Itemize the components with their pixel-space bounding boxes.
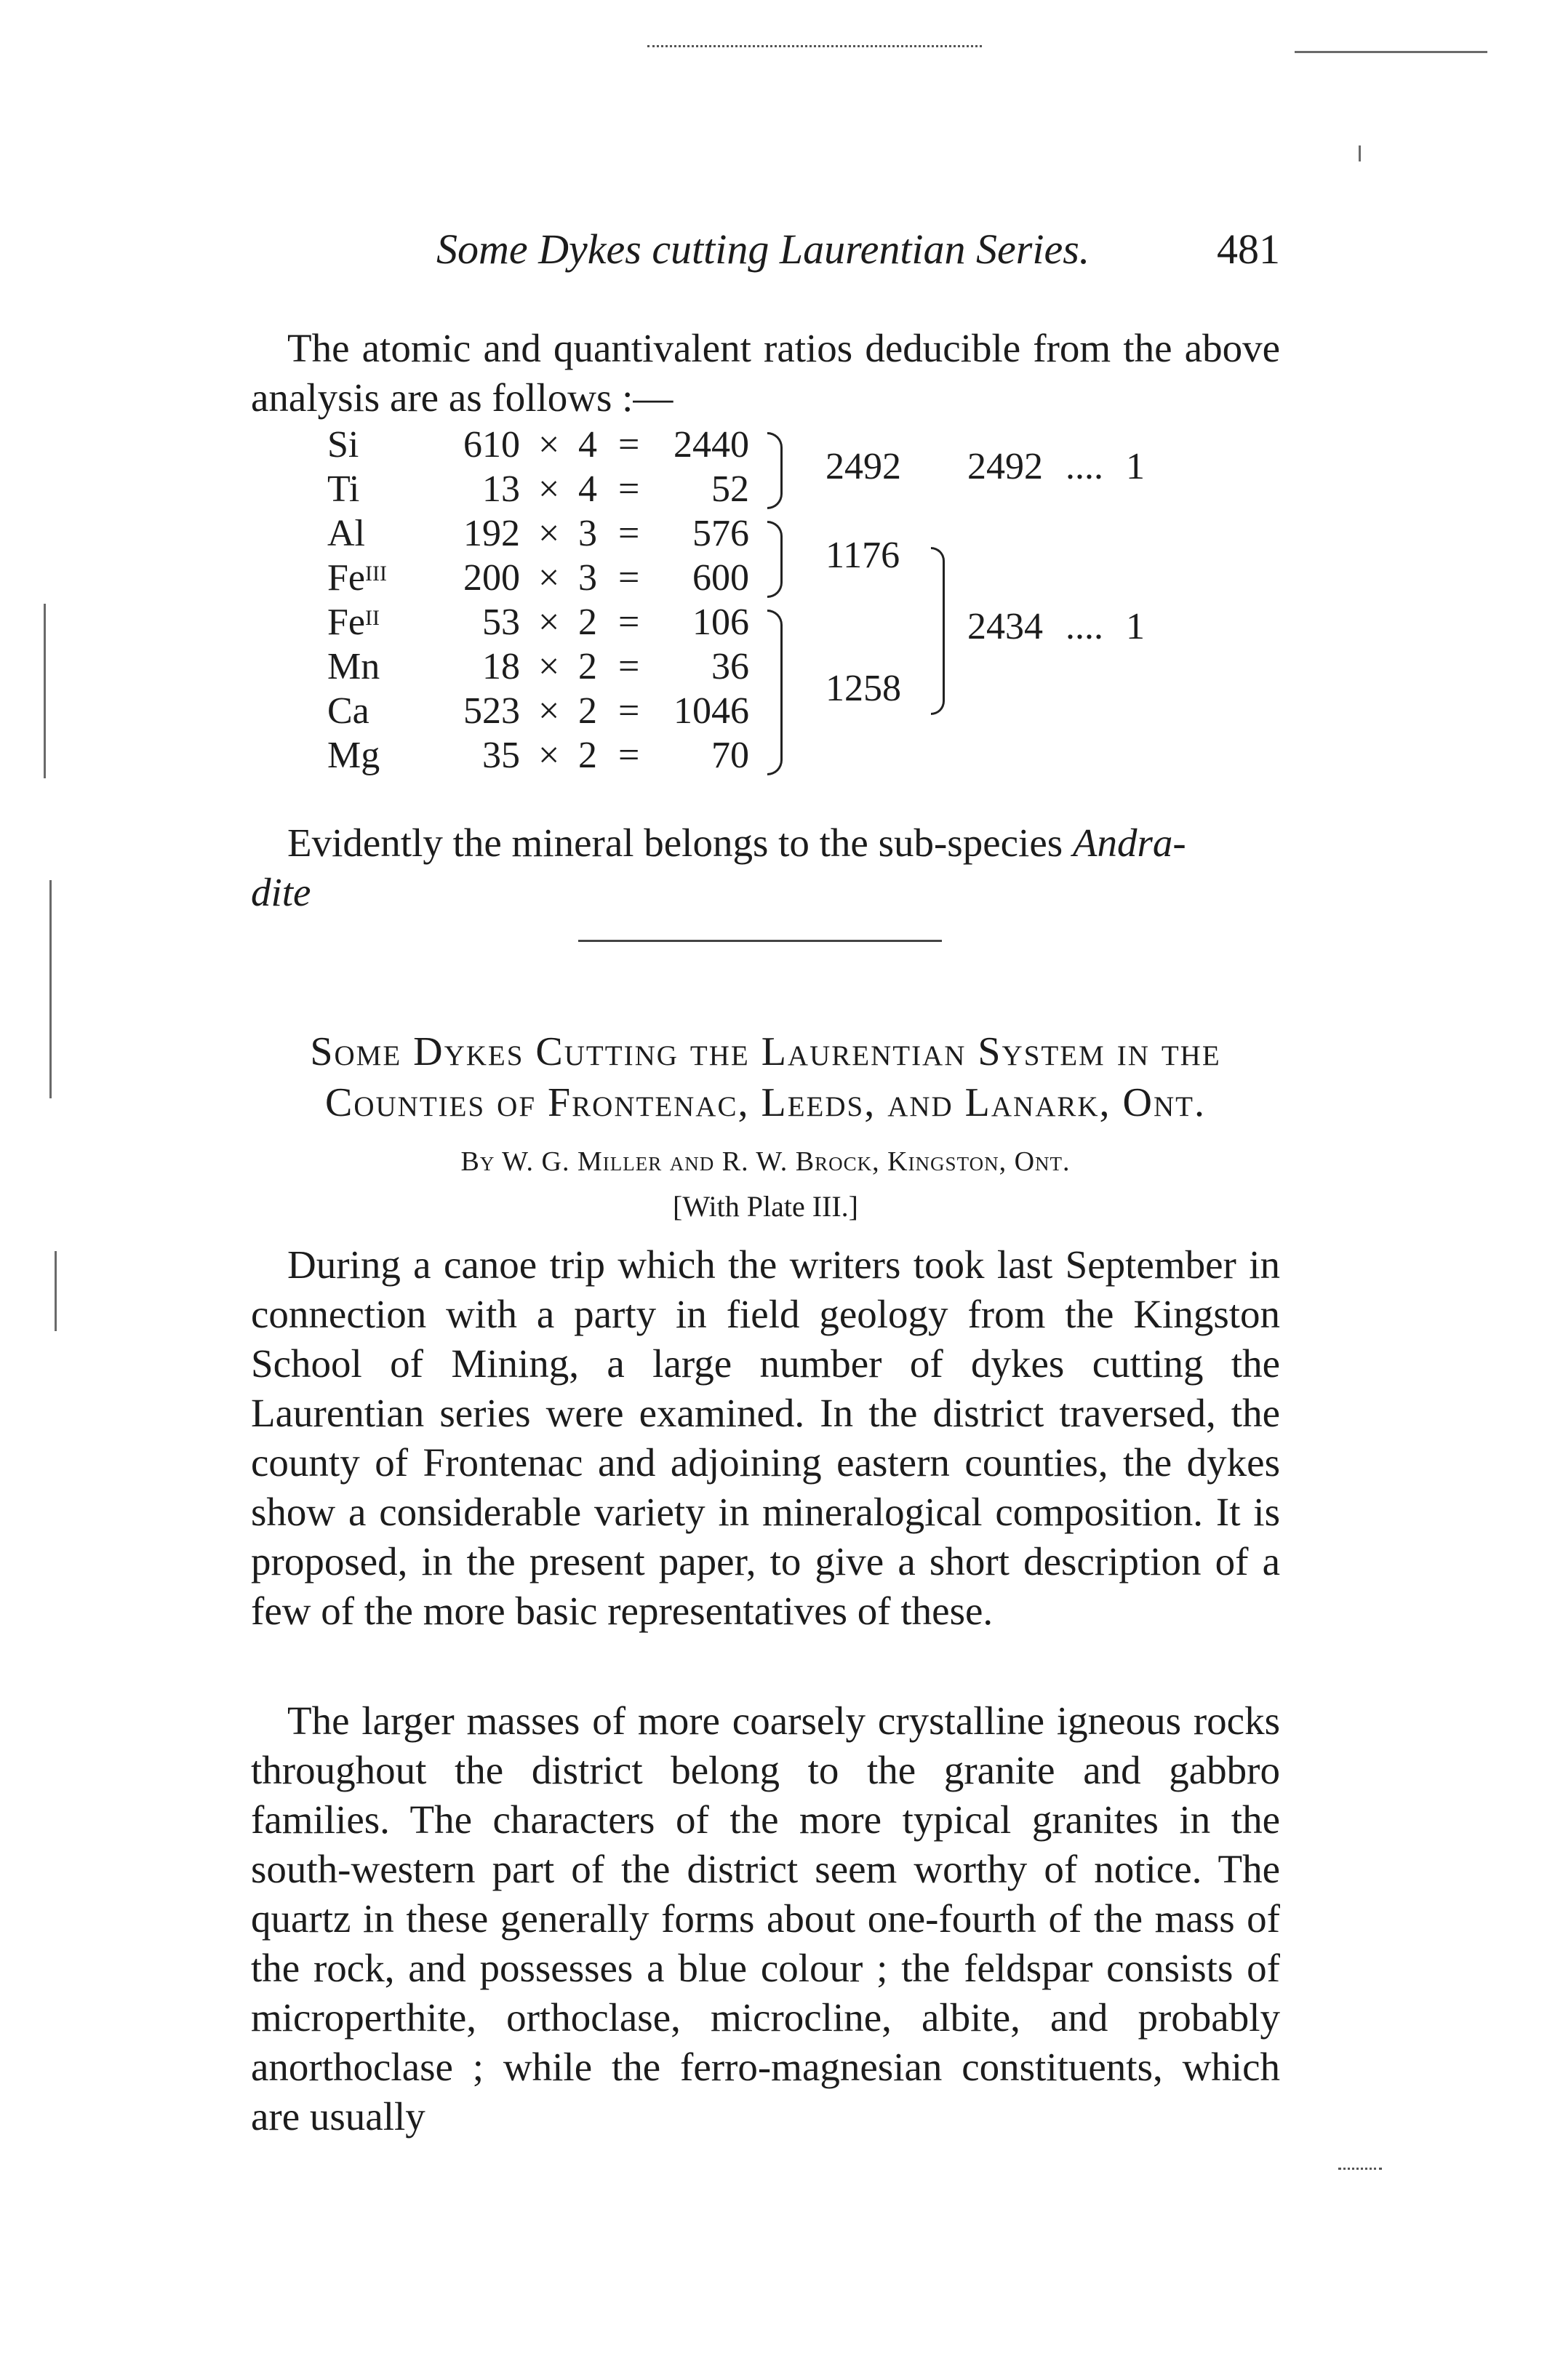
oxidation-superscript: II: [365, 606, 380, 630]
equals-sign: =: [618, 468, 640, 510]
group-bracket-fe2-mg: [767, 610, 783, 775]
valence: 3: [578, 557, 597, 599]
times-sign: ×: [538, 557, 560, 599]
product: 106: [692, 602, 749, 643]
times-sign: ×: [538, 468, 560, 510]
product: 36: [711, 646, 749, 687]
scan-artifact-left-edge-2: [44, 604, 46, 778]
element-symbol: Si: [327, 424, 359, 466]
product: 52: [711, 468, 749, 510]
product: 2440: [673, 424, 749, 466]
ratio-total-value: 2434: [967, 606, 1043, 647]
product: 576: [692, 513, 749, 554]
ratio-dots: ....: [1066, 446, 1103, 487]
atomic-value: 523: [463, 690, 520, 732]
equals-sign: =: [618, 735, 640, 776]
element-symbol: Ti: [327, 468, 360, 510]
ratio-dots: ....: [1066, 606, 1103, 647]
atomic-value: 53: [482, 602, 520, 643]
equals-sign: =: [618, 424, 640, 466]
element-symbol: Al: [327, 513, 365, 554]
scan-artifact-top-right: [1295, 51, 1487, 53]
times-sign: ×: [538, 602, 560, 643]
page-number: 481: [1217, 225, 1280, 273]
running-head-title: Some Dykes cutting Laurentian Series.: [436, 225, 1090, 273]
species-name-part2: dite: [251, 870, 311, 914]
equals-sign: =: [618, 602, 640, 643]
conclusion-paragraph: [251, 818, 1280, 917]
conclusion-text: Evidently the mineral belongs to the sub-species: [287, 820, 1073, 865]
valence: 4: [578, 424, 597, 466]
scan-artifact-left-edge-3: [55, 1251, 57, 1331]
atomic-value: 610: [463, 424, 520, 466]
atomic-value: 35: [482, 735, 520, 776]
combined-bracket: [931, 547, 945, 715]
times-sign: ×: [538, 424, 560, 466]
oxidation-superscript: III: [365, 562, 387, 586]
element-symbol: $Fe^{II}$: [327, 602, 380, 643]
valence: 2: [578, 690, 597, 732]
times-sign: ×: [538, 513, 560, 554]
valence: 2: [578, 646, 597, 687]
valence: 2: [578, 735, 597, 776]
group-sum: 2492: [826, 446, 901, 487]
atomic-value: 192: [463, 513, 520, 554]
atomic-value: 18: [482, 646, 520, 687]
equals-sign: =: [618, 513, 640, 554]
times-sign: ×: [538, 646, 560, 687]
atomic-value: 13: [482, 468, 520, 510]
group-bracket-si-ti: [767, 432, 783, 509]
atomic-value: 200: [463, 557, 520, 599]
valence: 4: [578, 468, 597, 510]
times-sign: ×: [538, 690, 560, 732]
ratio-total: [967, 445, 1145, 488]
equals-sign: =: [618, 690, 640, 732]
scan-artifact-mark: [1359, 145, 1361, 161]
body-paragraph: During a canoe trip which the writers took last September in connection with a party in field geology from the Kingston School of Mining, a large number of dykes cutting the Laurentian series were examined. In the district traversed, the county of Frontenac and adjoining eastern counties, the dykes show a considerable variety in mineralogical composition. It is proposed, in the present paper, to give a short description of a few of the more basic representatives of these.: [251, 1242, 1280, 1633]
element-symbol: Mg: [327, 735, 380, 776]
article-byline: By W. G. Miller and R. W. Brock, Kingston, Ont.: [460, 1146, 1071, 1177]
intro-paragraph: The atomic and quantivalent ratios deducible from the above analysis are as follows :—: [251, 326, 1280, 420]
article-title-line-1: Some Dykes Cutting the Laurentian System in the: [310, 1029, 1221, 1074]
valence: 3: [578, 513, 597, 554]
scan-artifact-bottom: [1338, 2168, 1382, 2170]
element-symbol: $Fe^{III}$: [327, 557, 387, 599]
ratio-value: 1: [1126, 446, 1145, 487]
ratio-total-value: 2492: [967, 446, 1043, 487]
article-title-line-2: Counties of Frontenac, Leeds, and Lanark, Ont.: [324, 1080, 1206, 1125]
times-sign: ×: [538, 735, 560, 776]
scan-artifact-left-edge: [49, 880, 52, 1098]
plate-note: [With Plate III.]: [673, 1190, 858, 1223]
ratio-value: 1: [1126, 606, 1145, 647]
body-paragraph: The larger masses of more coarsely crystalline igneous rocks throughout the district belong to the granite and gabbro families. The characters of the more typical granites in the south-western part of the district seem worthy of notice. The quartz in these generally forms about one-fourth of the mass of the rock, and possesses a blue colour ; the feldspar consists of microperthite, orthoclase, microcline, albite, and probably anorthoclase ; while the ferro-magnesian constituents, which are usually: [251, 1698, 1280, 2139]
ratio-total: [967, 605, 1145, 648]
scan-artifact-top: [647, 45, 982, 47]
product: 1046: [673, 690, 749, 732]
product: 70: [711, 735, 749, 776]
valence: 2: [578, 602, 597, 643]
equals-sign: =: [618, 646, 640, 687]
group-sum: 1258: [826, 668, 901, 709]
element-symbol: Mn: [327, 646, 380, 687]
group-sum: 1176: [826, 535, 900, 576]
section-separator: [578, 940, 942, 942]
product: 600: [692, 557, 749, 599]
element-symbol: Ca: [327, 690, 369, 732]
equals-sign: =: [618, 557, 640, 599]
group-bracket-al-fe3: [767, 521, 783, 598]
species-name-part1: Andra-: [1072, 820, 1186, 865]
